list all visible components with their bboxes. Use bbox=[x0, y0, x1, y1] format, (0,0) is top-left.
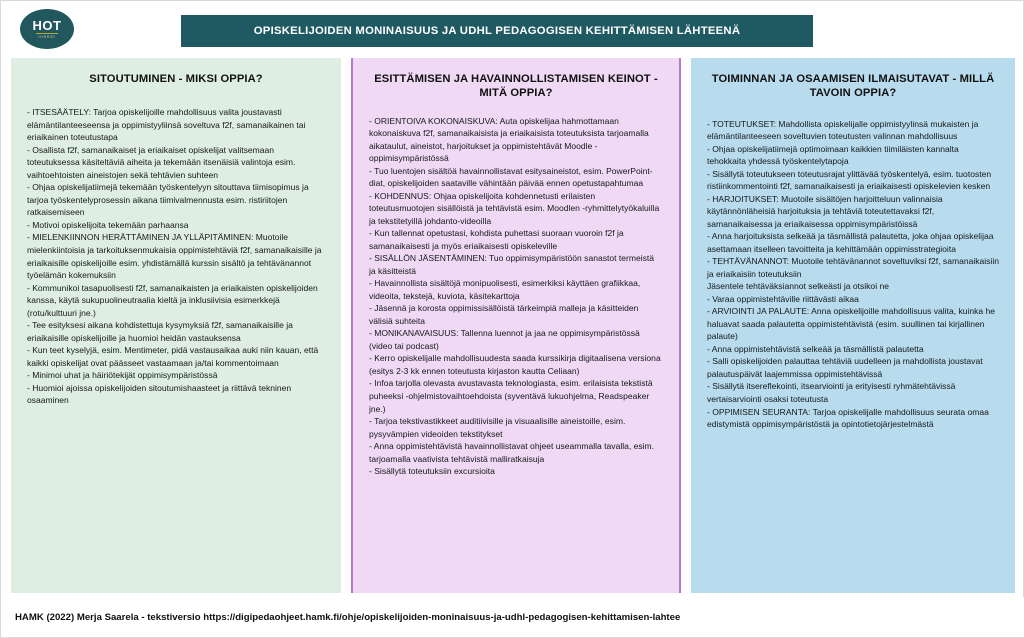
column-esittaminen bbox=[351, 58, 681, 593]
bullet-line: - Tuo luentojen sisältöä havainnollistavat esitysaineistot, esim. PowerPoint-diat, opiskelijoiden saataville vähintään päivää ennen opetustapahtumaa bbox=[369, 165, 653, 189]
bullet-line: - TOTEUTUKSET: Mahdollista opiskelijalle oppimistyylinsä mukaisten ja elämäntilanteeseen soveltuvien toteutusten valinnan mahdollisuus bbox=[707, 118, 979, 142]
bullet-line: - Osallista f2f, samanaikaiset ja eriaikaiset opiskelijat valitsemaan toteutuksessa käsiteltäviä aiheita ja tekemään itsenäisiä valintoja esim. vaihtoehtoisten aineistojen sekä tehtävien suhteen bbox=[27, 144, 296, 180]
bullet-line: - Jäsennä ja korosta oppimissisällöistä tärkeimpiä malleja ja käsitteiden välisiä suhteita bbox=[369, 303, 639, 326]
bullet-line: - Kerro opiskelijalle mahdollisuudesta saada kurssikirja digitaalisena versiona (esitys 2-3 kk ennen toteutusta kirjaston kautta Celiaan) bbox=[369, 353, 661, 376]
bullet-line: - Motivoi opiskelijoita tekemään parhaansa bbox=[27, 219, 189, 230]
bullet-line: - TEHTÄVÄNANNOT: Muotoile tehtävänannot soveltuviksi f2f, samanaikaisiin ja eriaikaisiin toteutuksiin bbox=[707, 256, 999, 279]
column-body-sitoutuminen bbox=[27, 106, 325, 406]
poster-title: OPISKELIJOIDEN MONINAISUUS JA UDHL PEDAGOGISEN KEHITTÄMISEN LÄHTEENÄ bbox=[253, 25, 741, 37]
bullet-line: - Tee esityksesi aikana kohdistettuja kysymyksiä f2f, samanaikaisille ja eriaikaisille opiskelijoille ja huomioi heidän vastauksensa bbox=[27, 320, 293, 343]
bullet-line: - Ohjaa opiskelijatiimejä optimoimaan kaikkien tiimiläisten kannalta tehokkaita yhdessä työskentelytapoja bbox=[707, 143, 959, 167]
bullet-line: - Sisällytä toteutuksiin excursioita bbox=[369, 466, 495, 477]
column-title-toiminta: TOIMINNAN JA OSAAMISEN ILMAISUTAVAT - MILLÄ TAVOIN OPPIA? bbox=[711, 73, 995, 100]
bullet-line: - Varaa oppimistehtäville riittävästi aikaa bbox=[707, 293, 859, 304]
bullet-line: - Anna harjoituksista selkeää ja täsmällistä palautetta, joka ohjaa opiskelijaa asettamaan itselleen tavoitteita ja kehittämään oppimisstrategioita bbox=[707, 231, 994, 254]
bullet-line: - ORIENTOIVA KOKONAISKUVA: Auta opiskelijaa hahmottamaan kokonaiskuva f2f, samanaikaisista ja eriaikaisista toteutuksista tarjoamalla aikataulut, aineistot, harjoitukset ja oppimistehtävät Moodle -oppimisympäristössä bbox=[369, 115, 649, 164]
bullet-line: - Huomioi ajoissa opiskelijoiden sitoutumishaasteet ja riittävä tekninen osaaminen bbox=[27, 382, 292, 406]
bullet-line: - Anna oppimistehtävistä selkeää ja täsmällistä palautetta bbox=[707, 343, 924, 354]
bullet-line: - Ohjaa opiskelijatiimejä tekemään työskentelyyn sitouttava tiimisopimus ja tarjoa työskentelyprosessin aikana tiimivalmennusta esim. ristiriitojen ratkaisemiseen bbox=[27, 182, 309, 218]
bullet-line: - HARJOITUKSET: Muotoile sisältöjen harjoitteluun valinnaisia käytännönläheisiä harjoituksia ja tehtäviä toteutettavaksi f2f, samanaikaisessa ja eriaikaisessa oppimisympäristöissä bbox=[707, 193, 943, 229]
bullet-line: - Minimoi uhat ja häiriötekijät oppimisympäristössä bbox=[27, 370, 218, 381]
bullet-line: - OPPIMISEN SEURANTA: Tarjoa opiskelijalle mahdollisuus seurata omaa edistymistä oppimisympäristöstä ja opintotietojärjestelmästä bbox=[707, 406, 989, 430]
bullet-line: - Sisällytä toteutukseen toteutusrajat ylittävää työskentelyä, esim. tuotosten ristiinkommentointi f2f, samanaikaisesti ja eriaikaisesti opiskelevien kesken bbox=[707, 168, 992, 192]
poster-title-banner bbox=[181, 15, 813, 47]
bullet-line: - Kun teet kyselyjä, esim. Mentimeter, pidä vastausaikaa auki niin kauan, että kaikki opiskelijat ovat päässeet vastaamaan ja/tai kommentoimaan bbox=[27, 345, 319, 368]
bullet-line: - KOHDENNUS: Ohjaa opiskelijoita kohdennetusti erilaisten toteutusmuotojen sisällöistä ja tehtävistä esim. Moodlen -ryhmittelytyökaluilla ja tekstitetyillä johdanto-videoilla bbox=[369, 190, 660, 226]
poster-footer bbox=[1, 597, 1024, 637]
footer-attribution: HAMK (2022) Merja Saarela - tekstiversio https://digipedaohjeet.hamk.fi/ohje/opiskelijoiden-moninaisuus-ja-udhl-pedagogisen-kehittamisen-lahtee bbox=[15, 611, 681, 623]
bullet-line: - ITSESÄÄTELY: Tarjoa opiskelijoille mahdollisuus valita joustavasti elämäntilanteeseensa ja oppimistyyliinsä soveltuva f2f, samanaikainen tai eriaikainen toteutustapa bbox=[27, 107, 306, 143]
bullet-line: - MIELENKIINNON HERÄTTÄMINEN JA YLLÄPITÄMINEN: Muotoile mielenkiintoisia ja tarkoituksenmukaisia oppimistehtäviä f2f, samanaikaisille ja eriaikaisille opiskelijoille esim. yhdistämällä kurssin sisältö ja tehtävänannot työelämän kokemuksiin bbox=[27, 232, 322, 281]
poster-header bbox=[1, 1, 1024, 57]
column-toiminta bbox=[691, 58, 1015, 593]
bullet-line: - ARVIOINTI JA PALAUTE: Anna opiskelijoille mahdollisuus valita, kuinka he haluavat saada palautetta oppimistehtävistä (esim. suullinen tai kirjallinen palaute) bbox=[707, 306, 996, 342]
bullet-line: - Kun tallennat opetustasi, kohdista puhettasi suoraan vuoroin f2f ja samanaikaisesti ja myös eriaikaisesti opiskeleville bbox=[369, 228, 624, 251]
bullet-line: - Salli opiskelijoiden palauttaa tehtäviä uudelleen ja mahdollista joustavat palautuspäivät laajemmissa oppimistehtävissä bbox=[707, 356, 983, 379]
logo-subtitle: HYBRIDI bbox=[38, 34, 56, 39]
bullet-line: - SISÄLLÖN JÄSENTÄMINEN: Tuo oppimisympäristöön sanastot termeistä ja käsitteistä bbox=[369, 253, 654, 276]
hot-hybridi-logo bbox=[20, 9, 74, 49]
columns-container bbox=[1, 58, 1024, 599]
column-body-toiminta bbox=[707, 118, 999, 431]
bullet-line: - Anna oppimistehtävistä havainnollistavat ohjeet useammalla tavalla, esim. tarjoamalla vaativista tehtävistä malliratkaisuja bbox=[369, 441, 655, 464]
bullet-line: Jäsentele tehtäväksiannot selkeästi ja otsikoi ne bbox=[707, 281, 889, 292]
column-title-esittaminen: ESITTÄMISEN JA HAVAINNOLLISTAMISEN KEINOT - MITÄ OPPIA? bbox=[374, 73, 658, 100]
bullet-line: - Tarjoa tekstivastikkeet auditiivisille ja visuaalisille aineistoille, esim. pysyvämpien videoiden tekstitykset bbox=[369, 416, 626, 439]
bullet-line: - Sisällytä itsereflekointi, itsearviointi ja erityisesti ryhmätehtävissä vertaisarviointi osaksi toteutusta bbox=[707, 381, 956, 404]
logo-wordmark: HOT bbox=[32, 17, 62, 33]
bullet-line: - Infoa tarjolla olevasta avustavasta teknologiasta, esim. erilaisista tekstistä puheeksi -ohjelmistovaihtoehdoista (syventävä lukuohjelma, Readspeaker jne.) bbox=[369, 378, 653, 414]
column-title-sitoutuminen: SITOUTUMINEN - MIKSI OPPIA? bbox=[89, 73, 263, 85]
column-sitoutuminen bbox=[11, 58, 341, 593]
bullet-line: - Kommunikoi tasapuolisesti f2f, samanaikaisten ja eriaikaisten opiskelijoiden kanssa, käytä sukupuolineutraalia kieltä ja inklusiivisia esimerkkejä (rotu/kulttuuri jne.) bbox=[27, 282, 318, 318]
bullet-line: - Havainnollista sisältöjä monipuolisesti, esimerkiksi käyttäen grafiikkaa, videoita, tekstejä, kuviota, käsitekarttoja bbox=[369, 278, 641, 301]
bullet-line: - MONIKANAVAISUUS: Tallenna luennot ja jaa ne oppimisympäristössä (video tai podcast) bbox=[369, 328, 640, 351]
column-body-esittaminen bbox=[369, 115, 663, 478]
logo-circle bbox=[27, 9, 67, 49]
